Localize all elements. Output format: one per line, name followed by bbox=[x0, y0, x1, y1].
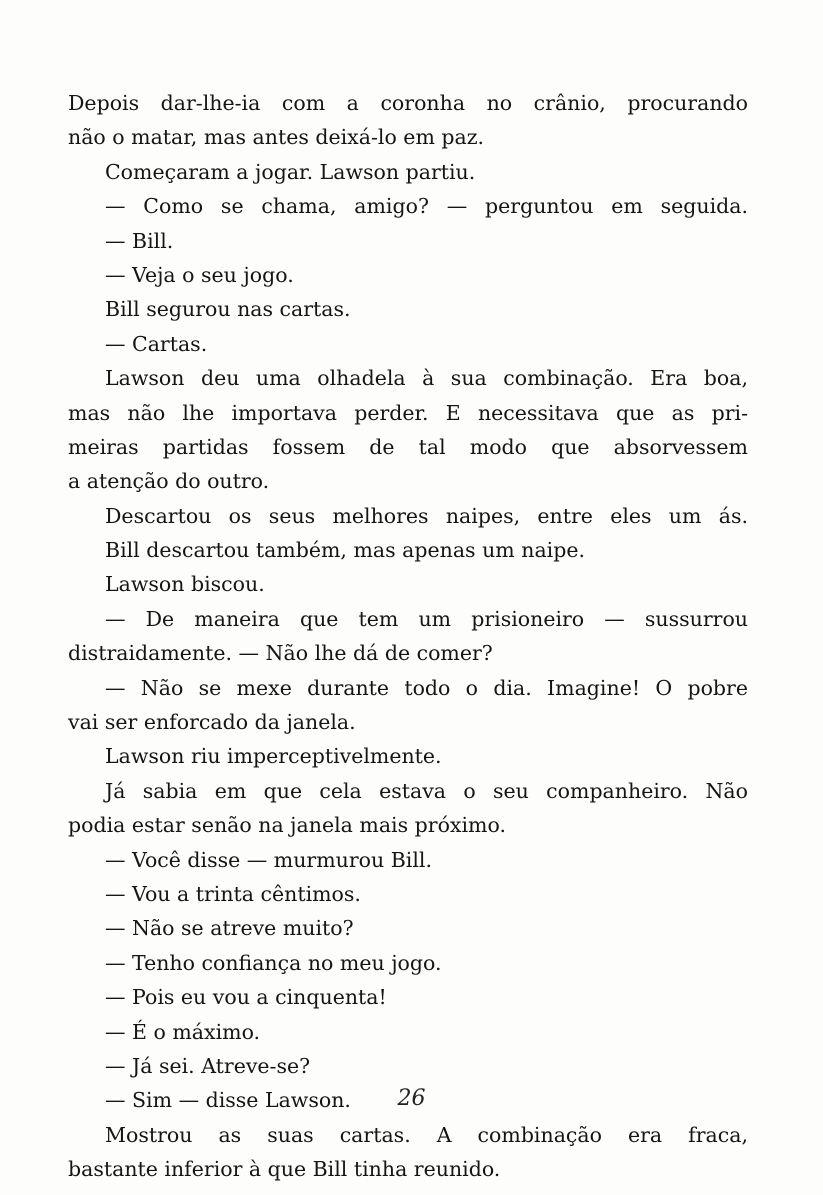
text-line: Bill segurou nas cartas. bbox=[105, 297, 351, 322]
text-line: — De maneira que tem um prisioneiro — sussurrou bbox=[105, 606, 748, 631]
text-line: — Não se atreve muito? bbox=[105, 916, 354, 941]
text-line: Mostrou as suas cartas. A combinação era fraca, bbox=[105, 1122, 748, 1147]
text-line: mas não lhe importava perder. E necessitava que as pri- bbox=[68, 400, 748, 425]
text-line: vai ser enforcado da janela. bbox=[68, 710, 356, 735]
text-line: bastante inferior à que Bill tinha reunido. bbox=[68, 1157, 501, 1182]
text-line: — Cartas. bbox=[105, 331, 208, 356]
text-line: não o matar, mas antes deixá-lo em paz. bbox=[68, 125, 485, 150]
text-line: — Já sei. Atreve-se? bbox=[105, 1053, 311, 1078]
text-line: — Vou a trinta cêntimos. bbox=[105, 881, 361, 906]
text-line: Já sabia em que cela estava o seu companheiro. Não bbox=[105, 778, 748, 803]
text-line: podia estar senão na janela mais próximo. bbox=[68, 813, 506, 838]
body-text bbox=[68, 86, 748, 1187]
text-line: — Bill. bbox=[105, 228, 174, 253]
text-line: — Não se mexe durante todo o dia. Imagine! O pobre bbox=[105, 675, 748, 700]
text-line: Começaram a jogar. Lawson partiu. bbox=[105, 159, 476, 184]
text-line: Bill descartou também, mas apenas um naipe. bbox=[105, 538, 585, 563]
text-line: distraidamente. — Não lhe dá de comer? bbox=[68, 641, 493, 666]
text-line: — Como se chama, amigo? — perguntou em seguida. bbox=[105, 194, 748, 219]
text-line: — Pois eu vou a cinquenta! bbox=[105, 985, 387, 1010]
text-line: Descartou os seus melhores naipes, entre eles um ás. bbox=[105, 503, 748, 528]
text-line: Lawson riu imperceptivelmente. bbox=[105, 744, 442, 769]
page-number: 26 bbox=[397, 1086, 426, 1111]
text-line: a atenção do outro. bbox=[68, 469, 270, 494]
text-line: — É o máximo. bbox=[105, 1019, 261, 1044]
text-line: — Sim — disse Lawson. bbox=[105, 1088, 351, 1113]
text-line: Depois dar-lhe-ia com a coronha no crânio, procurando bbox=[68, 91, 748, 115]
text-line: Lawson biscou. bbox=[105, 572, 265, 597]
text-line: — Tenho confiança no meu jogo. bbox=[105, 950, 442, 975]
text-line: Lawson deu uma olhadela à sua combinação. Era boa, bbox=[105, 366, 748, 391]
text-line: — Veja o seu jogo. bbox=[105, 262, 294, 287]
text-line: meiras partidas fossem de tal modo que absorvessem bbox=[68, 434, 748, 459]
text-line: — Você disse — murmurou Bill. bbox=[105, 847, 432, 872]
